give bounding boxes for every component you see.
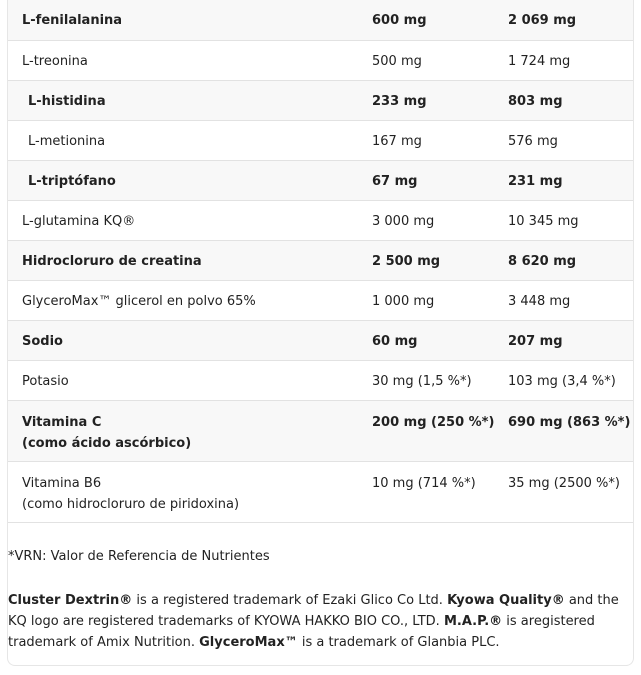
table-row [8,240,634,280]
nutrition-table [8,0,634,523]
per-serving-value: 67 mg [372,173,418,189]
nutrient-name [8,160,364,200]
nutrient-label: Sodio [22,333,63,349]
nutrient-label: Hidrocloruro de creatina [22,253,202,269]
per-100g-value: 690 mg (863 %*) [508,414,631,430]
nutrient-name [8,240,364,280]
nutrient-name [8,120,364,160]
nutrient-label: L-histidina [28,93,106,109]
per-100g-value: 1 724 mg [508,53,571,69]
per-100g-value: 576 mg [508,133,558,149]
per-serving-value: 30 mg (1,5 %*) [372,373,472,389]
nutrient-sublabel: (como ácido ascórbico) [22,435,192,451]
table-row [8,120,634,160]
table-row [8,80,634,120]
nutrient-label: Vitamina C [22,414,102,430]
per-100g-value: 103 mg (3,4 %*) [508,373,616,389]
per-serving-value: 1 000 mg [372,293,435,309]
nutrient-name [8,0,364,40]
per-serving-value: 60 mg [372,333,418,349]
table-row [8,400,634,461]
nutrient-name [8,80,364,120]
table-row [8,0,634,40]
per-100g-value: 2 069 mg [508,13,577,28]
nutrient-label: L-glutamina KQ® [22,213,136,229]
trademark-text: is a trademark of Glanbia PLC. [297,635,500,650]
per-serving-value: 3 000 mg [372,213,435,229]
table-row [8,280,634,320]
nutrient-label: L-triptófano [28,173,116,189]
per-100g-value: 35 mg (2500 %*) [508,475,620,491]
per-100g-value: 3 448 mg [508,293,571,309]
per-100g-value: 803 mg [508,93,563,109]
trademark-notice [8,590,634,653]
per-serving-value: 200 mg (250 %*) [372,414,495,430]
per-100g-value: 207 mg [508,333,563,349]
nutrient-label: L-fenilalanina [22,13,123,28]
nutrition-panel [7,0,634,666]
nutrient-label: L-metionina [28,133,106,149]
nutrient-label: Potasio [22,373,69,389]
trademark-name: M.A.P.® [443,614,503,629]
trademark-text: and the KQ logo are registered trademarks of KYOWA HAKKO BIO CO., LTD. [8,593,619,629]
table-row [8,320,634,360]
per-serving-value: 167 mg [372,133,422,149]
table-row [8,461,634,522]
table-row [8,160,634,200]
vrn-footnote: *VRN: Valor de Referencia de Nutrientes [8,549,270,564]
table-row [8,360,634,400]
per-serving-value: 2 500 mg [372,253,441,269]
trademark-name: GlyceroMax™ [199,635,298,650]
nutrient-name [8,200,364,240]
nutrient-name [8,40,364,80]
nutrient-name [8,360,364,400]
table-row [8,200,634,240]
nutrient-name [8,280,364,320]
nutrient-sublabel: (como hidrocloruro de piridoxina) [22,496,240,512]
per-serving-value: 233 mg [372,93,427,109]
nutrient-label: GlyceroMax™ glicerol en polvo 65% [22,293,256,309]
trademark-text: is aregistered trademark of Amix Nutrition. [8,614,595,650]
nutrient-name [8,320,364,360]
trademark-name: Cluster Dextrin® [8,593,133,608]
trademark-name: Kyowa Quality® [447,593,565,608]
trademark-text: is a registered trademark of Ezaki Glico Co Ltd. [132,593,448,608]
nutrient-label: L-treonina [22,53,88,69]
table-row [8,40,634,80]
per-100g-value: 10 345 mg [508,213,579,229]
per-serving-value: 500 mg [372,53,422,69]
nutrient-label: Vitamina B6 [22,475,102,491]
per-100g-value: 8 620 mg [508,253,577,269]
per-100g-value: 231 mg [508,173,563,189]
per-serving-value: 10 mg (714 %*) [372,475,476,491]
nutrient-name [8,461,364,522]
nutrient-name [8,400,364,461]
per-serving-value: 600 mg [372,13,427,28]
